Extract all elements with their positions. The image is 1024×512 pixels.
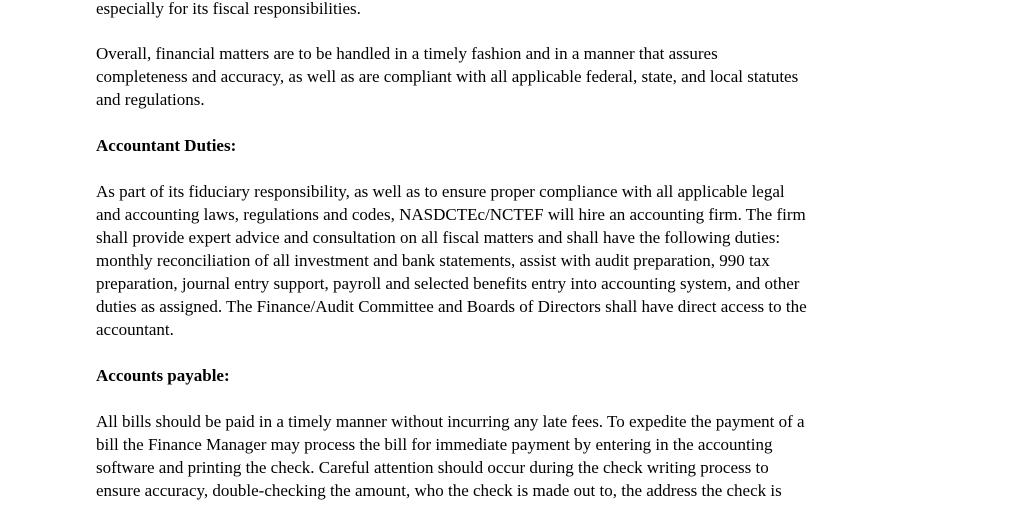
paragraph-line: As part of its fiduciary responsibility, as well as to ensure proper compliance with all applicable legal xyxy=(96,182,785,201)
paragraph-line: accountant. xyxy=(96,320,174,339)
paragraph-line: All bills should be paid in a timely manner without incurring any late fees. To expedite the payment of a xyxy=(96,412,805,431)
paragraph-line: and accounting laws, regulations and codes, NASDCTEc/NCTEF will hire an accounting firm. The firm xyxy=(96,205,806,224)
paragraph-line: bill the Finance Manager may process the bill for immediate payment by entering in the accounting xyxy=(96,435,773,454)
paragraph-line: especially for its fiscal responsibilities. xyxy=(96,0,361,18)
paragraph-line: software and printing the check. Careful attention should occur during the check writing process to xyxy=(96,458,769,477)
paragraph-line: completeness and accuracy, as well as are compliant with all applicable federal, state, and local statutes xyxy=(96,67,799,86)
paragraph-line: monthly reconciliation of all investment and bank statements, assist with audit preparation, 990 tax xyxy=(96,251,770,270)
section-heading-accountant-duties: Accountant Duties: xyxy=(96,136,237,155)
paragraph-line: Overall, financial matters are to be handled in a timely fashion and in a manner that assures xyxy=(96,44,718,63)
paragraph-line: and regulations. xyxy=(96,90,205,109)
paragraph-line: preparation, journal entry support, payroll and selected benefits entry into accounting system, and other xyxy=(96,274,800,293)
paragraph-line: ensure accuracy, double-checking the amount, who the check is made out to, the address the check is xyxy=(96,481,782,500)
section-heading-accounts-payable: Accounts payable: xyxy=(96,366,230,385)
paragraph-line: shall provide expert advice and consultation on all fiscal matters and shall have the following duties: xyxy=(96,228,781,247)
paragraph-line: duties as assigned. The Finance/Audit Committee and Boards of Directors shall have direct access to the xyxy=(96,297,807,316)
